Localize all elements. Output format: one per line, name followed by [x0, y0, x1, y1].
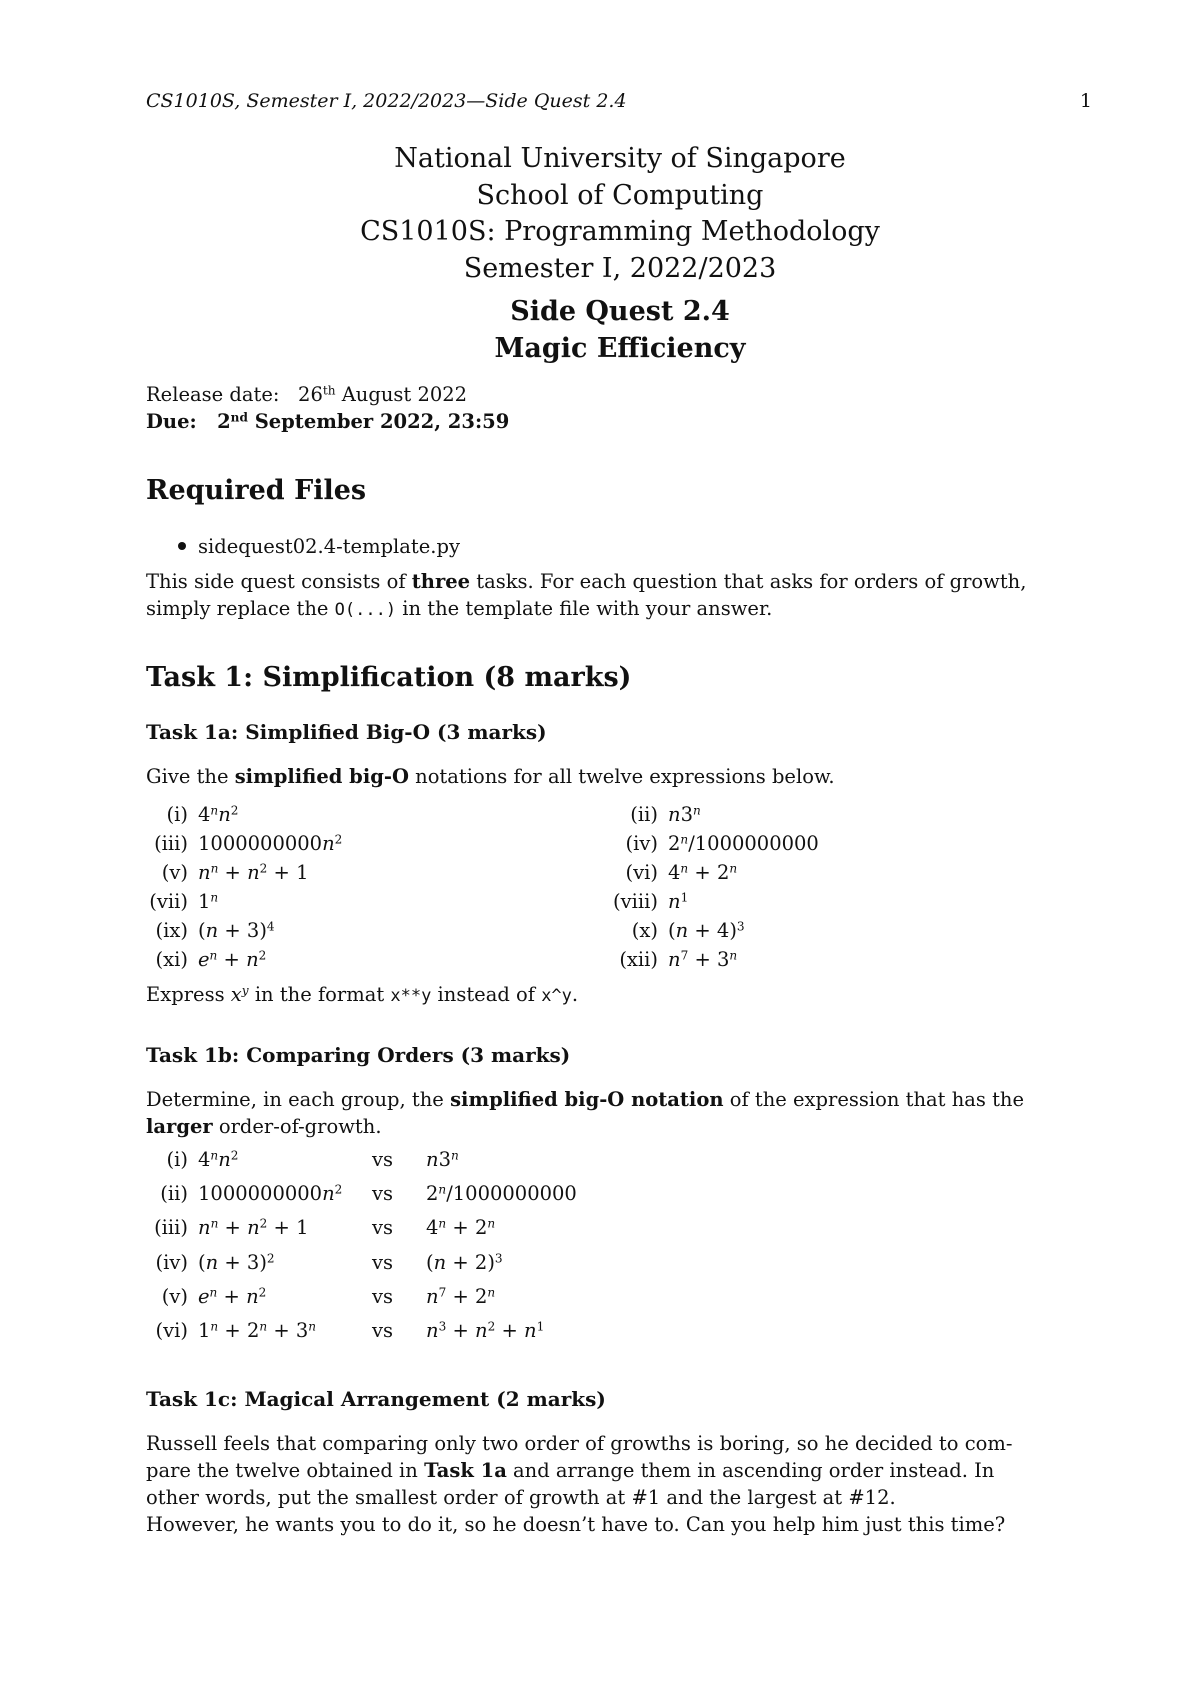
task1a-format-note: Express $x^y$ in the format x**y instead of x^y.: [146, 983, 579, 1006]
task1a-heading: Task 1a: Simplified Big-O (3 marks): [146, 720, 547, 744]
expression-ii: n3$^n$: [668, 803, 701, 826]
file-list-item: [178, 535, 460, 558]
expression-vii: 1$^n$: [198, 890, 219, 913]
task1c-heading: Task 1c: Magical Arrangement (2 marks): [146, 1387, 606, 1411]
expression-iii: $1000000000n^2$: [198, 832, 343, 855]
comparison-row: (i) $4^nn^2$ vs n3$^n$: [166, 1148, 459, 1171]
release-date: [146, 383, 467, 406]
task1a-expression-list: [140, 803, 940, 977]
task1c-body: Russell feels that comparing only two order of growths is boring, so he decided to com- pare the twelve obtained in Task 1a and arrange them in ascending order instead. In other words, put the smallest order of growth at #1 and the largest at #12. However, he wants you to do it, so he doesn’t have to. Can you help him just this time?: [146, 1432, 1013, 1536]
expression-viii: $n^1$: [668, 890, 689, 913]
due-label: Due:: [146, 410, 197, 433]
required-files-intro: This side quest consists of three tasks. For each question that asks for orders of growth, simply replace the O(...) in the template file with your answer.: [146, 570, 1027, 620]
task1b-heading: Task 1b: Comparing Orders (3 marks): [146, 1043, 571, 1067]
comparison-left: $(n + 3)^2$: [198, 1250, 275, 1274]
running-title: CS1010S, Semester I, 2022/2023—Side Quest 2.4: [146, 90, 627, 112]
comparison-left: $1^n + 2^n + 3^n$: [198, 1318, 317, 1342]
release-rest: August 2022: [341, 383, 468, 406]
expression-row: (ix) $(n + 3)^4$ (x) $(n + 4)^3$: [155, 919, 745, 942]
comparison-right: $n^3 + n^2 + n^1$: [426, 1318, 545, 1342]
task1b-intro: Determine, in each group, the simplified big-O notation of the expression that has the larger order-of-growth.: [146, 1088, 1025, 1138]
university-name: National University of Singapore: [394, 143, 846, 174]
file-name: sidequest02.4-template.py: [198, 535, 460, 558]
comparison-row: (ii) $1000000000n^2$ vs 2$^n$/1000000000: [160, 1182, 577, 1206]
expression-iv: 2$^n$/1000000000: [668, 832, 819, 855]
comparison-right: $n^7 + 2^n$: [426, 1284, 496, 1308]
comparison-row: (v) $e^n + n^2$ vs $n^7 + 2^n$: [161, 1284, 496, 1308]
comparison-left: $1000000000n^2$: [198, 1182, 343, 1206]
expression-row: (vii) 1$^n$ (viii) $n^1$: [149, 890, 689, 913]
semester-name: Semester I, 2022/2023: [463, 252, 777, 284]
code-template-placeholder: O(...): [334, 600, 397, 620]
bullet-icon: [178, 542, 186, 550]
task1-heading: Task 1: Simplification (8 marks): [146, 662, 632, 693]
release-day: 26: [298, 383, 323, 406]
expression-vi: $4^n + 2^n$: [668, 861, 738, 884]
code-power-format: x**y: [390, 986, 432, 1006]
quest-name: Magic Efficiency: [494, 333, 746, 364]
comparison-row: (iv) $(n + 3)^2$ vs $(n + 2)^3$: [155, 1250, 503, 1274]
expression-row: (v) $n^n + n^2 + 1$ (vi) $4^n + 2^n$: [161, 861, 738, 884]
comparison-right: $4^n + 2^n$: [426, 1216, 496, 1240]
expression-i: $4^nn^2$: [198, 803, 239, 826]
release-label: Release date:: [146, 383, 280, 406]
task1a-intro: Give the simplified big-O notations for all twelve expressions below.: [146, 765, 835, 788]
expression-xi: $e^n + n^2$: [198, 948, 267, 971]
required-files-heading: Required Files: [146, 475, 367, 506]
expression-xii: $n^7 + 3^n$: [668, 948, 738, 971]
quest-title-block: [0, 293, 1200, 367]
running-header: [146, 90, 1092, 120]
comparison-left: $4^nn^2$: [198, 1148, 239, 1171]
institution-block: [0, 141, 1200, 287]
expression-x: $(n + 4)^3$: [668, 919, 745, 942]
expression-row: (iii) $1000000000n^2$ (iv) 2$^n$/1000000000: [154, 832, 819, 855]
due-rest: September 2022, 23:59: [254, 410, 510, 433]
due-suffix: nd: [230, 410, 248, 425]
page-number: 1: [1079, 90, 1092, 112]
due-date: [146, 410, 509, 433]
task1b-comparison-list: [140, 1148, 840, 1353]
course-name: CS1010S: Programming Methodology: [360, 216, 880, 247]
code-caret-format: x^y: [541, 986, 572, 1006]
comparison-right: $(n + 2)^3$: [426, 1250, 503, 1274]
due-day: 2: [217, 410, 231, 433]
release-suffix: th: [322, 383, 336, 398]
expression-row: (xi) $e^n + n^2$ (xii) $n^7 + 3^n$: [155, 948, 738, 971]
comparison-left: $e^n + n^2$: [198, 1284, 267, 1308]
comparison-row: (vi) $1^n + 2^n + 3^n$ vs $n^3 + n^2 + n^1$: [155, 1318, 545, 1342]
comparison-row: (iii) $n^n + n^2 + 1$ vs $4^n + 2^n$: [154, 1216, 496, 1240]
expression-ix: $(n + 3)^4$: [198, 919, 275, 942]
comparison-left: $n^n + n^2 + 1$: [198, 1216, 309, 1240]
school-name: School of Computing: [476, 179, 764, 211]
comparison-right: 2$^n$/1000000000: [426, 1182, 577, 1206]
quest-number: Side Quest 2.4: [510, 296, 730, 327]
expression-v: $n^n + n^2 + 1$: [198, 861, 309, 884]
comparison-right: n3$^n$: [426, 1148, 459, 1171]
expression-row: (i) $4^nn^2$ (ii) n3$^n$: [166, 803, 701, 826]
